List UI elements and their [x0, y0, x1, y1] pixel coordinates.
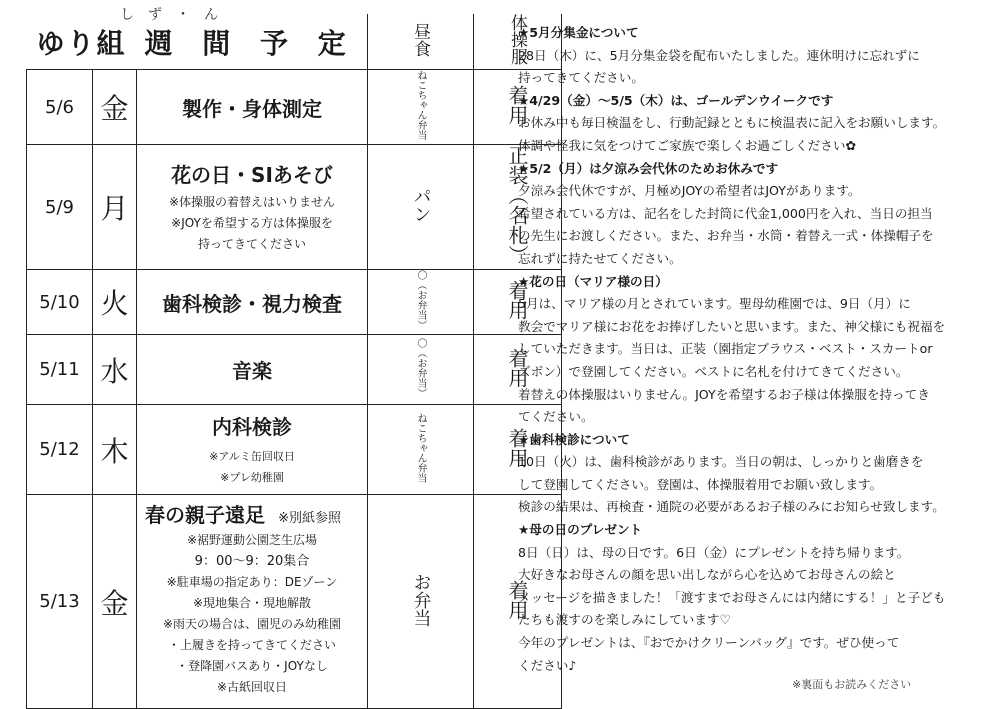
activity-cell [137, 495, 368, 709]
uniform-cell: 着用 [474, 495, 562, 709]
activity-note: ※駐車場の指定あり：DEゾーン [166, 575, 338, 589]
activity-cell [137, 70, 368, 145]
notice-line: 10日（火）は、歯科検診があります。当日の朝は、しっかりと歯磨きを [518, 454, 924, 470]
schedule-row [27, 495, 562, 709]
notice-line: ください♪ [518, 657, 577, 673]
notice-heading: ★5/2（月）は夕涼み会代休のためお休みです [518, 160, 779, 176]
notice-line: 希望されている方は、記名をした封筒に代金1,000円を入れ、当日の担当 [518, 205, 933, 221]
notice-heading: ★花の日（マリア様の日） [518, 273, 668, 289]
activity-note: ※現地集合・現地解散 [192, 596, 312, 610]
footer-cut-text: ※裏面もお読みください [792, 678, 912, 691]
uniform-header: 体操服 [474, 14, 562, 70]
title-cell [27, 14, 368, 70]
schedule-row [27, 70, 562, 145]
activity-title: 内科検診 [212, 415, 292, 439]
activity-cell [137, 270, 368, 335]
activity-note: ※古紙回収日 [216, 680, 288, 694]
activity-note: ※アルミ缶回収日 [209, 450, 295, 463]
lunch-cell: 〇（お弁当） [368, 270, 474, 335]
activity-note: 9：00〜9：20集合 [194, 554, 310, 569]
day-of-week-cell: 火 [93, 270, 137, 335]
notice-line: 今年のプレゼントは、『おでかけクリーンバッグ』です。ぜひ使って [518, 635, 900, 651]
notice-line: 教会でマリア様にお花をお捧げしたいと思います。また、神父様にも祝福を [518, 318, 946, 334]
schedule-row [27, 335, 562, 405]
notice-line: 体調や怪我に気をつけてご家族で楽しくお過ごしください✿ [518, 137, 856, 153]
notice-line: 持ってきてください。 [518, 70, 644, 86]
notice-line: ズボン）で登園してください。ベストに名札を付けてきてください。 [518, 363, 909, 379]
schedule-row [27, 270, 562, 335]
header-scribble: しず・ん [120, 7, 232, 23]
date-cell: 5/10 [27, 270, 93, 335]
notice-heading: ★4/29（金）～5/5（木）は、ゴールデンウイークです [518, 92, 834, 108]
notices-column [518, 22, 974, 677]
uniform-cell: 着用 [474, 270, 562, 335]
notice-line: 大好きなお母さんの顔を思い出しながら心を込めてお母さんの絵と [518, 567, 896, 583]
lunch-cell: パン [368, 145, 474, 270]
notice-line: 夕涼み会代休ですが、月極めJOYの希望者はJOYがあります。 [518, 183, 861, 199]
date-cell: 5/6 [27, 70, 93, 145]
activity-note: ※雨天の場合は、園児のみ幼稚園 [162, 617, 342, 631]
lunch-header: 昼食 [368, 14, 474, 70]
activity-note: ※体操服の着替えはいりません [168, 195, 336, 209]
class-name: ゆり組 [36, 26, 127, 60]
activity-note: ※JOYを希望する方は体操服を [171, 216, 333, 230]
notice-line: していただきます。当日は、正装（園指定ブラウス・ベスト・スカートor [518, 341, 933, 357]
lunch-cell: ねこちゃん弁当 [368, 70, 474, 145]
activity-title: 音楽 [232, 359, 272, 383]
activity-title: 歯科検診・視力検査 [162, 291, 342, 316]
date-cell: 5/9 [27, 145, 93, 270]
notice-line: 検診の結果は、再検査・通院の必要があるお子様のみにお知らせ致します。 [518, 499, 945, 515]
uniform-cell: 着用 [474, 405, 562, 495]
lunch-cell: 〇（お弁当） [368, 335, 474, 405]
activity-title: 製作・身体測定 [182, 96, 322, 121]
day-of-week-cell: 金 [93, 70, 137, 145]
activity-note: ・登降園バスあり・JOYなし [176, 659, 328, 673]
notice-line: 8日（日）は、母の日です。6日（金）にプレゼントを持ち帰ります。 [518, 544, 910, 560]
activity-note: ※プレ幼稚園 [220, 471, 284, 484]
activity-cell [137, 405, 368, 495]
notice-line: メッセージを描きました！「渡すまでお母さんには内緒にする！」と子ども [518, 589, 946, 605]
notice-line: 忘れずに持たせてください。 [518, 250, 682, 266]
day-of-week-cell: 金 [93, 495, 137, 709]
notice-line: 28日（木）に、5月分集金袋を配布いたしました。連休明けに忘れずに [518, 47, 920, 63]
notice-heading: ★母の日のプレゼント [518, 522, 643, 538]
notice-heading: ★5月分集金について [518, 25, 639, 40]
notice-line: 着替えの体操服はいりません。JOYを希望するお子様は体操服を持ってき [518, 386, 930, 402]
notice-line: たちも渡すのを楽しみにしています♡ [518, 612, 731, 628]
lunch-cell: お弁当 [368, 495, 474, 709]
activity-title: 春の親子遠足 [145, 503, 265, 527]
activity-title: 花の日・SIあそび [171, 163, 333, 187]
activity-cell [137, 335, 368, 405]
notice-line: の先生にお渡しください。また、お弁当・水筒・着替え一式・体操帽子を [518, 228, 934, 244]
notice-line: して登園してください。登園は、体操服着用でお願い致します。 [518, 476, 883, 492]
date-cell: 5/11 [27, 335, 93, 405]
activity-note: ・上履きを持ってきてください [167, 638, 336, 652]
weekly-schedule-table [26, 14, 562, 709]
uniform-cell: 正装（名札） [474, 145, 562, 270]
uniform-cell: 着用 [474, 335, 562, 405]
date-cell: 5/13 [27, 495, 93, 709]
page-title: 週 間 予 定 [144, 26, 356, 60]
activity-note: ※裾野運動公園芝生広場 [186, 533, 318, 547]
notice-heading: ★歯科検診について [518, 431, 630, 447]
day-of-week-cell: 木 [93, 405, 137, 495]
schedule-row [27, 405, 562, 495]
notice-line: 5月は、マリア様の月とされています。聖母幼稚園では、9日（月）に [518, 296, 911, 312]
schedule-row [27, 145, 562, 270]
activity-note: 持ってきてください [197, 237, 306, 251]
date-cell: 5/12 [27, 405, 93, 495]
day-of-week-cell: 水 [93, 335, 137, 405]
day-of-week-cell: 月 [93, 145, 137, 270]
lunch-cell: ねこちゃん弁当 [368, 405, 474, 495]
notice-line: てください。 [518, 409, 594, 425]
notice-line: お休み中も毎日検温をし、行動記録とともに検温表に記入をお願いします。 [518, 115, 946, 131]
activity-cell [137, 145, 368, 270]
activity-title-note: ※別紙参照 [278, 511, 341, 526]
uniform-cell: 着用 [474, 70, 562, 145]
